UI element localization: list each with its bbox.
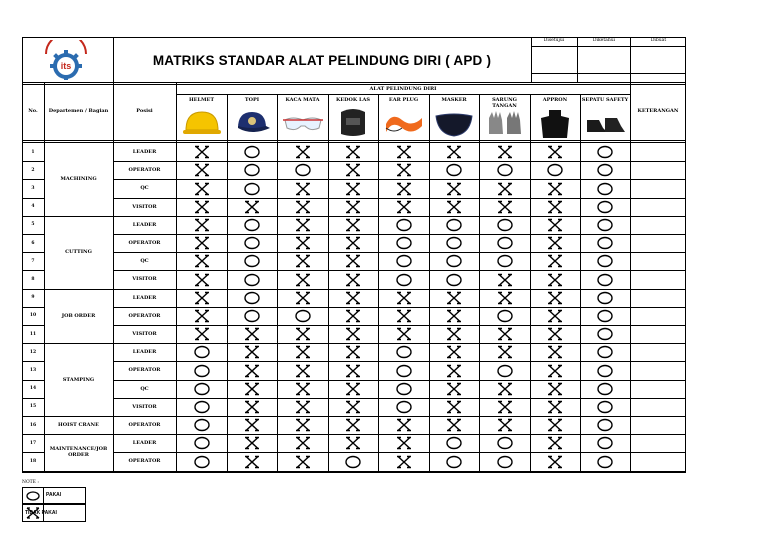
tidak-pakai-mark [345, 182, 361, 196]
pakai-mark [244, 182, 260, 196]
row-posisi: OPERATOR [128, 367, 161, 374]
row-number: 4 [31, 204, 35, 210]
pakai-mark [597, 182, 613, 196]
tidak-pakai-mark [396, 327, 412, 341]
row-number: 14 [29, 386, 37, 392]
tidak-pakai-mark [345, 382, 361, 396]
tidak-pakai-mark [446, 327, 462, 341]
department-cell: HOIST CRANE [58, 422, 99, 429]
row-number: 11 [29, 331, 37, 337]
row-number: 9 [31, 295, 35, 301]
tidak-pakai-mark [497, 145, 513, 159]
tidak-pakai-mark [497, 273, 513, 287]
pakai-mark [597, 418, 613, 432]
tidak-pakai-mark [446, 364, 462, 378]
tidak-pakai-mark [295, 327, 311, 341]
row-number: 6 [31, 240, 35, 246]
tidak-pakai-mark [547, 200, 563, 214]
tidak-pakai-mark [345, 436, 361, 450]
pakai-mark [396, 254, 412, 268]
tidak-pakai-mark [547, 291, 563, 305]
pakai-mark [597, 327, 613, 341]
tidak-pakai-mark [345, 327, 361, 341]
tidak-pakai-mark [396, 291, 412, 305]
earplug-icon [382, 106, 426, 138]
tidak-pakai-mark [547, 145, 563, 159]
tidak-pakai-mark [295, 455, 311, 469]
row-posisi: QC [140, 258, 149, 265]
tidak-pakai-mark [547, 345, 563, 359]
tidak-pakai-mark [194, 309, 210, 323]
pakai-mark [396, 382, 412, 396]
row-number: 2 [31, 167, 35, 173]
row-number: 16 [29, 422, 37, 428]
pakai-mark [547, 163, 563, 177]
note-label: NOTE : [22, 480, 39, 485]
row-number: 10 [29, 313, 37, 319]
tidak-pakai-mark [194, 254, 210, 268]
department-cell: JOB ORDER [61, 312, 96, 319]
tidak-pakai-mark [244, 364, 260, 378]
department-cell: MACHINING [60, 176, 97, 183]
apron-icon [533, 106, 577, 138]
pakai-mark [244, 218, 260, 232]
tidak-pakai-mark [295, 436, 311, 450]
pakai-mark [396, 345, 412, 359]
pakai-mark [597, 218, 613, 232]
tidak-pakai-mark [345, 254, 361, 268]
legend-tidak-pakai-label: TIDAK PAKAI [25, 510, 57, 516]
tidak-pakai-mark [295, 254, 311, 268]
row-number: 13 [29, 367, 37, 373]
pakai-mark [244, 145, 260, 159]
tidak-pakai-mark [295, 218, 311, 232]
tidak-pakai-mark [497, 345, 513, 359]
row-posisi: VISITOR [132, 203, 157, 210]
row-number: 8 [31, 276, 35, 282]
row-posisi: LEADER [132, 149, 157, 156]
tidak-pakai-mark [497, 400, 513, 414]
pakai-mark [597, 364, 613, 378]
row-number: 1 [31, 149, 35, 155]
header-apd-helmet: HELMET [188, 97, 215, 103]
tidak-pakai-mark [497, 200, 513, 214]
tidak-pakai-mark [446, 382, 462, 396]
pakai-mark [497, 309, 513, 323]
company-logo [38, 40, 94, 80]
helmet-icon [180, 106, 224, 138]
tidak-pakai-mark [547, 418, 563, 432]
header-apd-ear-plug: EAR PLUG [388, 97, 419, 103]
tidak-pakai-mark [345, 364, 361, 378]
tidak-pakai-mark [446, 182, 462, 196]
tidak-pakai-mark [547, 382, 563, 396]
tidak-pakai-mark [345, 145, 361, 159]
tidak-pakai-mark [345, 400, 361, 414]
pakai-mark [194, 382, 210, 396]
pakai-mark [597, 309, 613, 323]
row-posisi: OPERATOR [128, 240, 161, 247]
row-posisi: OPERATOR [128, 422, 161, 429]
tidak-pakai-mark [446, 345, 462, 359]
pakai-mark [597, 436, 613, 450]
tidak-pakai-mark [396, 182, 412, 196]
header-apd-sepatu-safety: SEPATU SAFETY [581, 97, 629, 103]
pakai-mark [597, 455, 613, 469]
header-apd-appron: APPRON [542, 97, 568, 103]
pakai-mark [597, 382, 613, 396]
tidak-pakai-mark [446, 145, 462, 159]
header-apd-masker: MASKER [441, 97, 467, 103]
row-posisi: OPERATOR [128, 167, 161, 174]
tidak-pakai-mark [295, 418, 311, 432]
tidak-pakai-mark [194, 163, 210, 177]
pakai-mark [194, 418, 210, 432]
legend-pakai-label: PAKAI [46, 492, 62, 498]
pakai-mark [597, 236, 613, 250]
header-keterangan: KETERANGAN [637, 108, 679, 114]
department-cell: STAMPING [62, 376, 95, 383]
tidak-pakai-mark [547, 400, 563, 414]
tidak-pakai-mark [345, 345, 361, 359]
tidak-pakai-mark [547, 455, 563, 469]
tidak-pakai-mark [295, 345, 311, 359]
pakai-mark [446, 455, 462, 469]
pakai-mark [194, 345, 210, 359]
pakai-mark [396, 273, 412, 287]
tidak-pakai-mark [244, 327, 260, 341]
row-posisi: LEADER [132, 294, 157, 301]
pakai-mark [497, 364, 513, 378]
row-posisi: LEADER [132, 440, 157, 447]
pakai-mark [446, 163, 462, 177]
tidak-pakai-mark [497, 291, 513, 305]
pakai-mark [497, 163, 513, 177]
tidak-pakai-mark [295, 200, 311, 214]
tidak-pakai-mark [244, 200, 260, 214]
pakai-mark [597, 273, 613, 287]
pakai-mark [396, 218, 412, 232]
goggles-icon [281, 106, 325, 138]
department-cell: CUTTING [65, 249, 92, 256]
pakai-mark [194, 455, 210, 469]
tidak-pakai-mark [194, 218, 210, 232]
page-title: MATRIKS STANDAR ALAT PELINDUNG DIRI ( APD ) [152, 52, 492, 68]
tidak-pakai-mark [194, 145, 210, 159]
pakai-mark [597, 400, 613, 414]
row-posisi: VISITOR [132, 331, 157, 338]
pakai-mark [597, 291, 613, 305]
tidak-pakai-mark [396, 309, 412, 323]
tidak-pakai-mark [244, 455, 260, 469]
tidak-pakai-mark [345, 309, 361, 323]
tidak-pakai-mark [194, 327, 210, 341]
tidak-pakai-mark [396, 145, 412, 159]
tidak-pakai-mark [396, 436, 412, 450]
gloves-icon [483, 106, 527, 138]
row-posisi: VISITOR [132, 276, 157, 283]
sign-label-dibuat: Dibuat [650, 38, 667, 43]
row-posisi: OPERATOR [128, 458, 161, 465]
tidak-pakai-mark [446, 291, 462, 305]
welding-mask-icon [331, 106, 375, 138]
tidak-pakai-mark [295, 182, 311, 196]
tidak-pakai-mark [345, 418, 361, 432]
tidak-pakai-mark [446, 200, 462, 214]
tidak-pakai-mark [497, 418, 513, 432]
header-apd-sarung-tangan: SARUNG TANGAN [492, 97, 517, 109]
pakai-mark [295, 309, 311, 323]
row-posisi: LEADER [132, 349, 157, 356]
department-cell: MAINTENANCE/JOB ORDER [49, 446, 108, 459]
tidak-pakai-mark [547, 273, 563, 287]
tidak-pakai-mark [547, 254, 563, 268]
tidak-pakai-mark [497, 382, 513, 396]
pakai-mark [597, 254, 613, 268]
tidak-pakai-mark [194, 236, 210, 250]
tidak-pakai-mark [345, 163, 361, 177]
pakai-mark [244, 236, 260, 250]
tidak-pakai-mark [446, 309, 462, 323]
tidak-pakai-mark [547, 364, 563, 378]
header-apd-kaca-mata: KACA MATA [285, 97, 320, 103]
pakai-mark [497, 436, 513, 450]
tidak-pakai-mark [244, 382, 260, 396]
tidak-pakai-mark [244, 400, 260, 414]
row-posisi: QC [140, 185, 149, 192]
header-apd-kedok-las: KEDOK LAS [336, 97, 370, 103]
header-department: Departemen / Bagian [48, 108, 109, 114]
circle-mark-icon [26, 491, 40, 501]
pakai-mark [244, 254, 260, 268]
tidak-pakai-mark [547, 182, 563, 196]
tidak-pakai-mark [446, 418, 462, 432]
tidak-pakai-mark [345, 236, 361, 250]
tidak-pakai-mark [396, 418, 412, 432]
header-no: No. [28, 108, 38, 114]
row-number: 17 [29, 440, 37, 446]
tidak-pakai-mark [244, 345, 260, 359]
pakai-mark [497, 236, 513, 250]
tidak-pakai-mark [446, 400, 462, 414]
header-apd-group: ALAT PELINDUNG DIRI [369, 86, 437, 92]
pakai-mark [194, 400, 210, 414]
tidak-pakai-mark [547, 236, 563, 250]
header-posisi: Posisi [136, 108, 153, 114]
sign-label-disetujui: Disetujui [543, 38, 565, 43]
pakai-mark [194, 436, 210, 450]
tidak-pakai-mark [345, 291, 361, 305]
pakai-mark [396, 236, 412, 250]
row-number: 5 [31, 222, 35, 228]
pakai-mark [446, 254, 462, 268]
tidak-pakai-mark [396, 200, 412, 214]
row-posisi: QC [140, 385, 149, 392]
pakai-mark [295, 163, 311, 177]
row-number: 15 [29, 404, 37, 410]
tidak-pakai-mark [295, 273, 311, 287]
pakai-mark [345, 455, 361, 469]
pakai-mark [446, 218, 462, 232]
row-posisi: OPERATOR [128, 312, 161, 319]
header-apd-topi: TOPI [244, 97, 260, 103]
pakai-mark [244, 273, 260, 287]
pakai-mark [497, 218, 513, 232]
pakai-mark [597, 163, 613, 177]
tidak-pakai-mark [547, 327, 563, 341]
row-number: 3 [31, 185, 35, 191]
tidak-pakai-mark [244, 418, 260, 432]
tidak-pakai-mark [497, 327, 513, 341]
tidak-pakai-mark [194, 291, 210, 305]
pakai-mark [597, 345, 613, 359]
tidak-pakai-mark [194, 273, 210, 287]
tidak-pakai-mark [244, 436, 260, 450]
pakai-mark [446, 436, 462, 450]
tidak-pakai-mark [295, 400, 311, 414]
tidak-pakai-mark [547, 309, 563, 323]
pakai-mark [396, 400, 412, 414]
tidak-pakai-mark [396, 163, 412, 177]
row-number: 7 [31, 258, 35, 264]
row-number: 18 [29, 458, 37, 464]
tidak-pakai-mark [396, 455, 412, 469]
pakai-mark [446, 236, 462, 250]
pakai-mark [497, 254, 513, 268]
tidak-pakai-mark [497, 182, 513, 196]
row-number: 12 [29, 349, 37, 355]
safety-shoes-icon [583, 106, 627, 138]
pakai-mark [244, 163, 260, 177]
tidak-pakai-mark [547, 218, 563, 232]
tidak-pakai-mark [295, 382, 311, 396]
tidak-pakai-mark [295, 236, 311, 250]
tidak-pakai-mark [345, 200, 361, 214]
mask-icon [432, 106, 476, 138]
tidak-pakai-mark [345, 273, 361, 287]
tidak-pakai-mark [345, 218, 361, 232]
pakai-mark [396, 364, 412, 378]
tidak-pakai-mark [295, 364, 311, 378]
pakai-mark [244, 309, 260, 323]
tidak-pakai-mark [194, 200, 210, 214]
row-posisi: LEADER [132, 221, 157, 228]
pakai-mark [597, 145, 613, 159]
pakai-mark [597, 200, 613, 214]
tidak-pakai-mark [295, 145, 311, 159]
tidak-pakai-mark [547, 436, 563, 450]
row-posisi: VISITOR [132, 403, 157, 410]
tidak-pakai-mark [194, 182, 210, 196]
cap-icon [230, 106, 274, 138]
tidak-pakai-mark [295, 291, 311, 305]
pakai-mark [446, 273, 462, 287]
sign-label-diketahui: Diketahui [592, 38, 616, 43]
pakai-mark [497, 455, 513, 469]
logo-text: its [60, 61, 72, 71]
pakai-mark [194, 364, 210, 378]
pakai-mark [244, 291, 260, 305]
